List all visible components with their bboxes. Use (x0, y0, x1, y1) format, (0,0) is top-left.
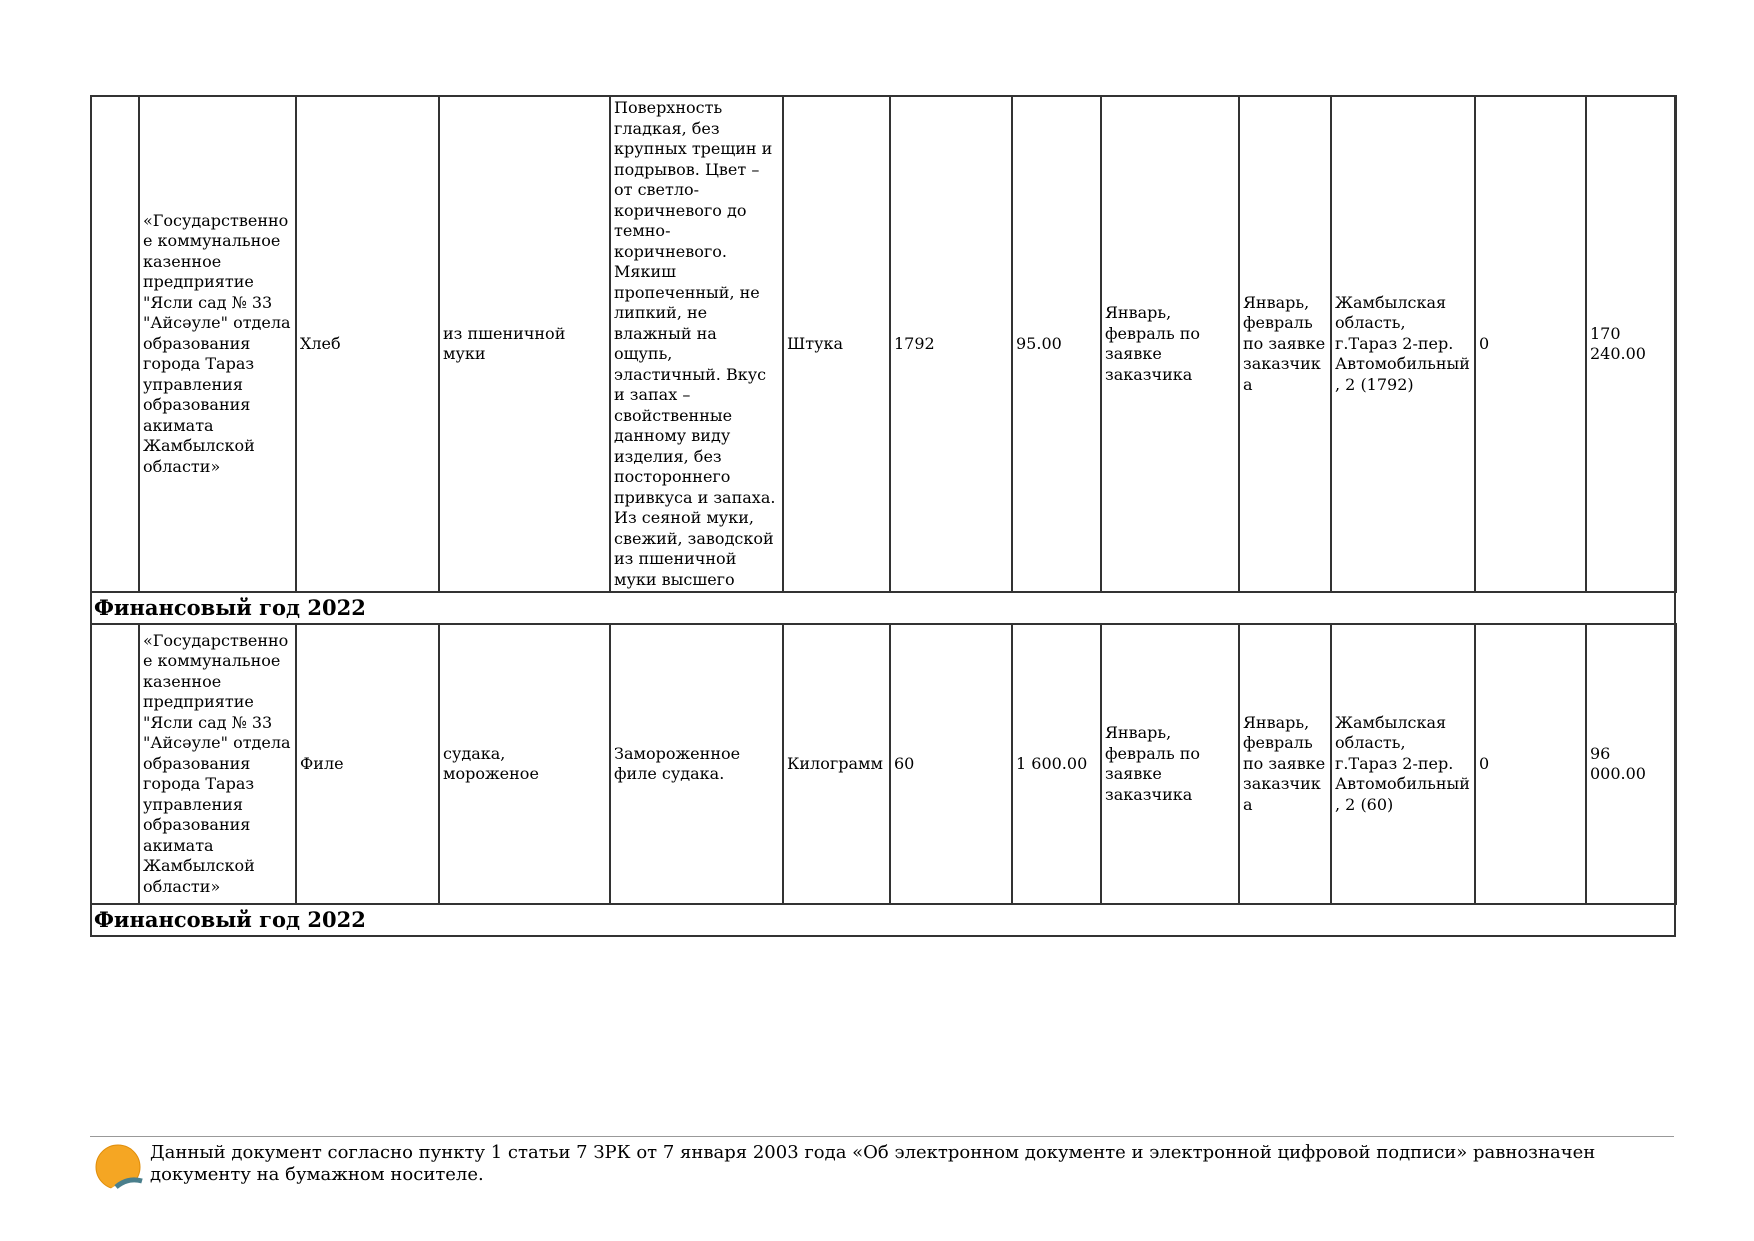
fiscal-year-label: Финансовый год 2022 (91, 592, 1675, 624)
item-additional-cell: судака, мороженое (439, 624, 610, 904)
price-cell: 95.00 (1012, 96, 1101, 592)
delivery-terms-cell: Январь, февраль по заявке заказчика (1239, 624, 1331, 904)
footer-divider (90, 1136, 1674, 1137)
quantity-cell: 60 (890, 624, 1012, 904)
fiscal-year-row (91, 592, 1675, 624)
item-name-cell: Филе (296, 624, 439, 904)
amount-cell: 170 240.00 (1586, 96, 1675, 592)
unit-cell: Килограмм (783, 624, 890, 904)
advance-cell: 0 (1475, 624, 1586, 904)
amount-cell: 96 000.00 (1586, 624, 1675, 904)
item-description-cell: Поверхность гладкая, без крупных трещин и подрывов. Цвет – от светло-коричневого до темно-коричневого. Мякиш пропеченный, не липкий, не влажный на ощупь, эластичный. Вкус и запах – свойственные данному виду изделия, без постороннего привкуса и запаха. Из сеяной муки, свежий, заводской из пшеничной муки высшего (610, 96, 783, 592)
price-cell: 1 600.00 (1012, 624, 1101, 904)
procurement-table (90, 95, 1677, 937)
customer-cell: «Государственное коммунальное казенное предприятие "Ясли сад № 33 "Айсәуле" отдела образования города Тараз управления образования акимата Жамбылской области» (139, 624, 296, 904)
customer-cell: «Государственное коммунальное казенное предприятие "Ясли сад № 33 "Айсәуле" отдела образования города Тараз управления образования акимата Жамбылской области» (139, 96, 296, 592)
delivery-terms-cell: Январь, февраль по заявке заказчика (1239, 96, 1331, 592)
table-row (91, 96, 1675, 592)
delivery-place-cell: Жамбылская область, г.Тараз 2-пер. Автомобильный, 2 (1792) (1331, 96, 1475, 592)
quantity-cell: 1792 (890, 96, 1012, 592)
egov-logo-icon (94, 1143, 144, 1193)
row-number-cell (91, 624, 139, 904)
footer-disclaimer: Данный документ согласно пункту 1 статьи 7 ЗРК от 7 января 2003 года «Об электронном документе и электронной цифровой подписи» равнозначен документу на бумажном носителе. (150, 1142, 1596, 1185)
fiscal-year-row (91, 904, 1675, 936)
advance-cell: 0 (1475, 96, 1586, 592)
delivery-period-cell: Январь, февраль по заявке заказчика (1101, 624, 1239, 904)
item-name-cell: Хлеб (296, 96, 439, 592)
row-number-cell (91, 96, 139, 592)
item-description-cell: Замороженное филе судака. (610, 624, 783, 904)
item-additional-cell: из пшеничной муки (439, 96, 610, 592)
table-row (91, 624, 1675, 904)
delivery-period-cell: Январь, февраль по заявке заказчика (1101, 96, 1239, 592)
fiscal-year-label: Финансовый год 2022 (91, 904, 1675, 936)
delivery-place-cell: Жамбылская область, г.Тараз 2-пер. Автомобильный, 2 (60) (1331, 624, 1475, 904)
unit-cell: Штука (783, 96, 890, 592)
